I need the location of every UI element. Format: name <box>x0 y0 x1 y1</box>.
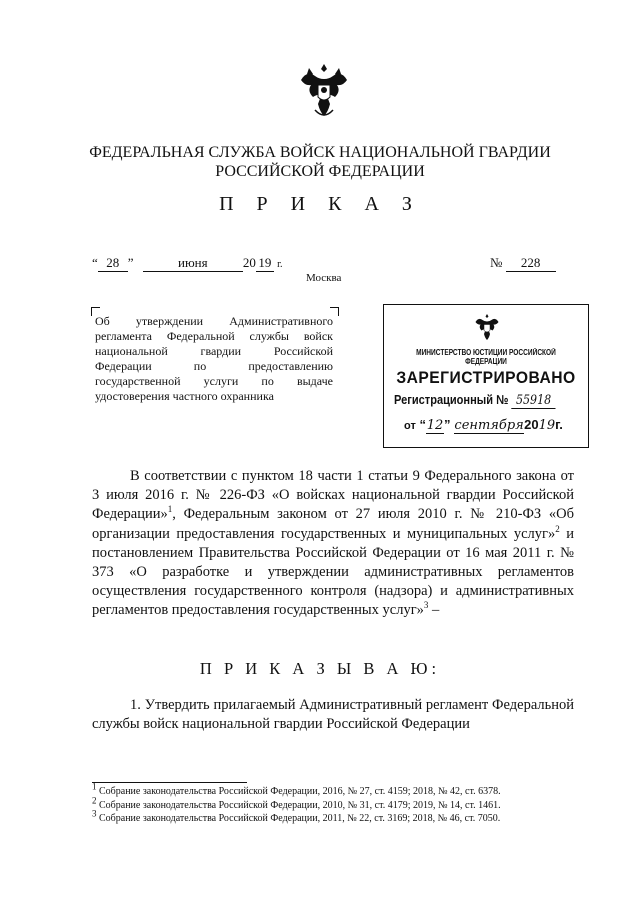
registration-stamp <box>383 304 589 448</box>
footnote-mark: 2 <box>92 795 97 806</box>
footnote-divider <box>92 782 247 783</box>
footnote-ref-2: 2 <box>555 523 560 534</box>
footnote-text: Собрание законодательства Российской Федерации, 2011, № 22, ст. 3169; 2018, № 46, ст. 7050. <box>99 813 501 824</box>
stamp-reg-label: Регистрационный № <box>394 392 509 407</box>
coat-of-arms-emblem <box>295 58 353 122</box>
preamble-part-2: , Федеральным законом от 27 июля 2010 г. № 210-ФЗ «Об организации предоставления государственных и муниципальных услуг» <box>92 506 574 542</box>
number-label: № <box>490 255 503 270</box>
order-subject: Об утверждении Административного регламента Федеральной службы войск национальной гвардии Российской Федерации по предоставлению государственной услуги по выдаче удостоверения частного охранника <box>95 314 333 403</box>
stamp-quote-close: ” <box>443 417 451 432</box>
order-date <box>92 255 283 272</box>
stamp-date-line <box>404 417 563 434</box>
footnote-2 <box>92 795 574 813</box>
footnote-text: Собрание законодательства Российской Федерации, 2010, № 31, ст. 4179; 2019, № 14, ст. 1461. <box>99 799 501 811</box>
city: Москва <box>306 272 342 284</box>
preamble-part-4: – <box>428 602 440 619</box>
stamp-ministry: МИНИСТЕРСТВО ЮСТИЦИИ РОССИЙСКОЙ ФЕДЕРАЦИИ <box>416 348 556 366</box>
order-number <box>490 255 556 272</box>
stamp-reg-number: 55918 <box>511 393 555 409</box>
clause-1-text: 1. Утвердить прилагаемый Административный регламент Федеральной службы войск национальной гвардии Российской Федерации <box>92 697 574 733</box>
footnote-mark: 3 <box>92 808 97 819</box>
agency-name <box>0 143 640 181</box>
number-value: 228 <box>506 255 556 272</box>
clause-1 <box>92 696 574 734</box>
footnote-text: Собрание законодательства Российской Федерации, 2016, № 27, ст. 4159; 2018, № 42, ст. 6378. <box>99 786 501 797</box>
quote-close: ” <box>127 255 134 270</box>
preamble <box>92 467 574 621</box>
date-year-prefix: 20 <box>242 255 256 270</box>
date-month: июня <box>143 255 243 272</box>
stamp-date-day: 12 <box>426 418 444 433</box>
stamp-date-prefix: от <box>404 420 416 432</box>
stamp-emblem-icon <box>472 311 502 343</box>
preamble-paragraph <box>92 467 574 621</box>
date-year: 19 <box>256 255 274 272</box>
footnote-1 <box>92 781 574 799</box>
preamble-part-1: В соответствии с пунктом 18 части 1 статьи 9 Федерального закона от 3 июля 2016 г. № 226-ФЗ «О войсках национальной гвардии Российской Федерации» <box>92 468 574 523</box>
order-directive: П Р И К А З Ы В А Ю: <box>199 659 441 678</box>
footnotes <box>92 781 574 826</box>
agency-name-line1: ФЕДЕРАЛЬНАЯ СЛУЖБА ВОЙСК НАЦИОНАЛЬНОЙ ГВАРДИИ <box>89 144 551 161</box>
footnote-ref-1: 1 <box>167 504 173 515</box>
preamble-part-3: и постановлением Правительства Российской Федерации от 16 мая 2011 г. № 373 «О разработке и утверждении административных регламентов осуществления государственного контроля (надзора) и административных регламентов предоставления государственных услуг» <box>92 525 574 619</box>
stamp-date-month: сентября <box>454 418 524 433</box>
stamp-date-suffix: г. <box>555 417 563 432</box>
date-year-mark: г. <box>277 259 283 270</box>
agency-name-line2: РОССИЙСКОЙ ФЕДЕРАЦИИ <box>215 163 425 180</box>
stamp-quote-open: “ <box>419 417 426 432</box>
quote-open: “ <box>92 255 98 270</box>
stamp-date-year: 19 <box>538 418 556 433</box>
footnote-3 <box>92 808 574 826</box>
stamp-date-year-prefix: 20 <box>524 417 539 432</box>
footnote-mark: 1 <box>92 781 97 792</box>
stamp-reg-number-line <box>394 392 556 409</box>
document-type: П Р И К А З <box>219 193 421 215</box>
date-day: 28 <box>98 255 128 272</box>
footnote-ref-3: 3 <box>423 600 429 611</box>
stamp-status: ЗАРЕГИСТРИРОВАНО <box>396 368 576 387</box>
